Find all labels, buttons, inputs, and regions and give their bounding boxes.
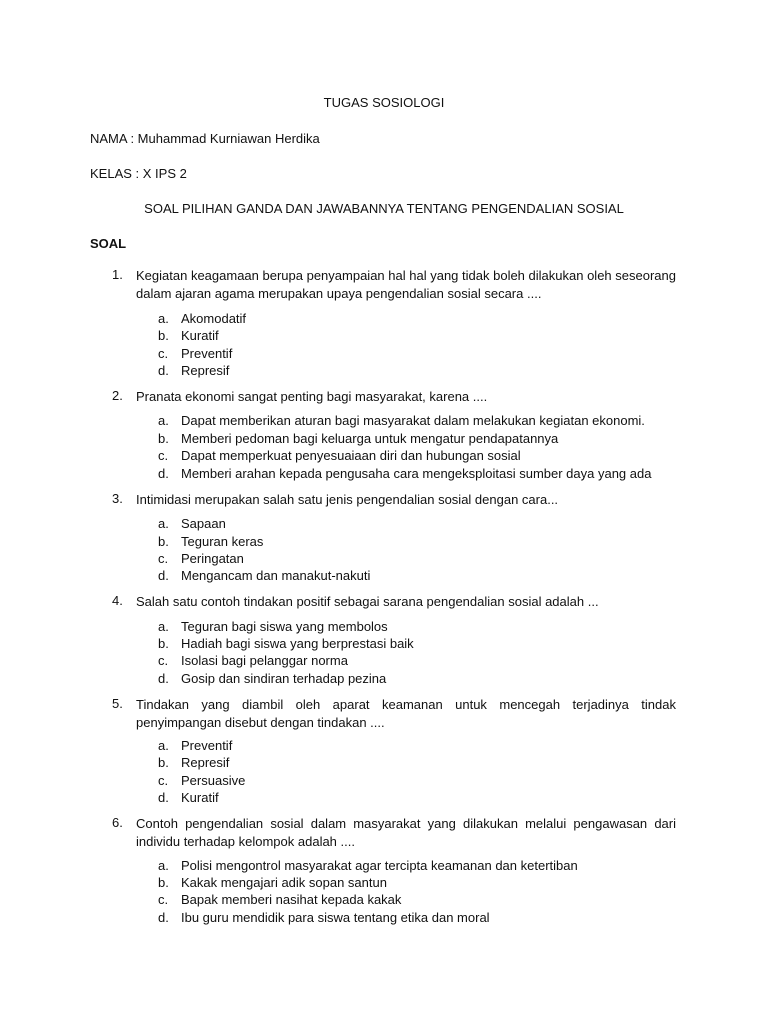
- option-text: Polisi mengontrol masyarakat agar tercipta keamanan dan ketertiban: [181, 858, 578, 873]
- option-text: Kuratif: [181, 328, 219, 343]
- student-name: NAMA : Muhammad Kurniawan Herdika: [90, 131, 320, 146]
- question-text: Intimidasi merupakan salah satu jenis pengendalian sosial dengan cara...: [136, 492, 559, 507]
- question-number: 2.: [112, 388, 123, 403]
- option-text: Represif: [181, 363, 230, 378]
- question-number: 4.: [112, 593, 123, 608]
- option-text: Persuasive: [181, 773, 246, 788]
- option-letter: b.: [158, 636, 169, 651]
- option-letter: d.: [158, 363, 169, 378]
- option-text: Kakak mengajari adik sopan santun: [181, 875, 387, 890]
- question-number: 5.: [112, 696, 123, 711]
- option-letter: b.: [158, 755, 169, 770]
- question-text: Tindakan yang diambil oleh aparat keamanan untuk mencegah terjadinya tindak penyimpangan disebut dengan tindakan ....: [136, 697, 676, 730]
- question-text: Salah satu contoh tindakan positif sebagai sarana pengendalian sosial adalah ...: [136, 594, 599, 609]
- option-text: Teguran keras: [181, 534, 264, 549]
- option-letter: d.: [158, 466, 169, 481]
- document-subtitle: SOAL PILIHAN GANDA DAN JAWABANNYA TENTANG PENGENDALIAN SOSIAL: [144, 201, 624, 216]
- option-text: Memberi pedoman bagi keluarga untuk mengatur pendapatannya: [181, 431, 559, 446]
- option-text: Preventif: [181, 346, 233, 361]
- option-text: Dapat memberikan aturan bagi masyarakat dalam melakukan kegiatan ekonomi.: [181, 413, 645, 428]
- question-number: 6.: [112, 815, 123, 830]
- option-text: Memberi arahan kepada pengusaha cara mengeksploitasi sumber daya yang ada: [181, 466, 652, 481]
- option-text: Preventif: [181, 738, 233, 753]
- document-title: TUGAS SOSIOLOGI: [323, 95, 445, 110]
- option-letter: d.: [158, 568, 169, 583]
- option-letter: a.: [158, 311, 169, 326]
- option-letter: b.: [158, 328, 169, 343]
- option-text: Dapat memperkuat penyesuaiaan diri dan hubungan sosial: [181, 448, 521, 463]
- question-number: 1.: [112, 267, 123, 282]
- option-text: Mengancam dan manakut-nakuti: [181, 568, 371, 583]
- option-letter: b.: [158, 431, 169, 446]
- option-letter: c.: [158, 653, 169, 668]
- option-text: Sapaan: [181, 516, 226, 531]
- option-text: Hadiah bagi siswa yang berprestasi baik: [181, 636, 414, 651]
- question-number: 3.: [112, 491, 123, 506]
- option-letter: c.: [158, 773, 169, 788]
- option-text: Gosip dan sindiran terhadap pezina: [181, 671, 387, 686]
- option-letter: a.: [158, 413, 169, 428]
- option-text: Ibu guru mendidik para siswa tentang etika dan moral: [181, 910, 490, 925]
- option-text: Kuratif: [181, 790, 219, 805]
- option-letter: d.: [158, 910, 169, 925]
- option-text: Peringatan: [181, 551, 244, 566]
- option-text: Teguran bagi siswa yang membolos: [181, 619, 388, 634]
- section-heading: SOAL: [90, 236, 127, 251]
- question-text: Contoh pengendalian sosial dalam masyarakat yang dilakukan melalui pengawasan dari individu terhadap kelompok adalah ....: [136, 816, 676, 849]
- option-letter: b.: [158, 875, 169, 890]
- student-class: KELAS : X IPS 2: [90, 166, 187, 181]
- option-text: Isolasi bagi pelanggar norma: [181, 653, 348, 668]
- option-text: Represif: [181, 755, 230, 770]
- question-text: Kegiatan keagamaan berupa penyampaian hal hal yang tidak boleh dilakukan oleh seseorang dalam ajaran agama merupakan upaya pengendalian sosial secara ....: [136, 268, 676, 301]
- option-letter: a.: [158, 858, 169, 873]
- option-letter: c.: [158, 892, 169, 907]
- option-letter: b.: [158, 534, 169, 549]
- option-letter: c.: [158, 551, 169, 566]
- option-letter: c.: [158, 448, 169, 463]
- option-letter: d.: [158, 671, 169, 686]
- option-text: Akomodatif: [181, 311, 247, 326]
- option-text: Bapak memberi nasihat kepada kakak: [181, 892, 402, 907]
- question-text: Pranata ekonomi sangat penting bagi masyarakat, karena ....: [136, 389, 488, 404]
- option-letter: a.: [158, 738, 169, 753]
- option-letter: d.: [158, 790, 169, 805]
- option-letter: a.: [158, 516, 169, 531]
- option-letter: a.: [158, 619, 169, 634]
- option-letter: c.: [158, 346, 169, 361]
